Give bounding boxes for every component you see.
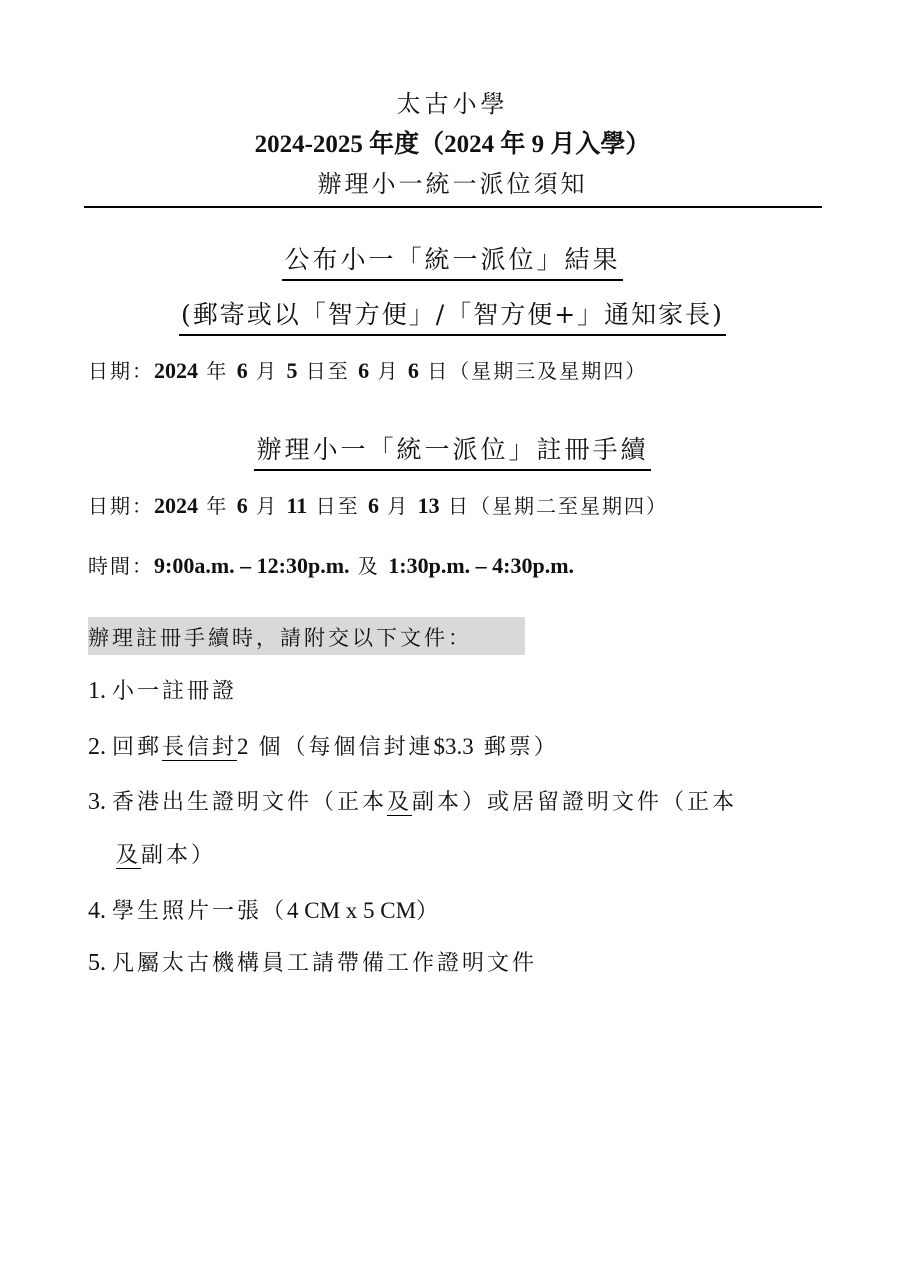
announce-date: 日期：2024 年 6 月 5 日至 6 月 6 日（星期三及星期四） (88, 358, 648, 383)
list-item: 2. 回郵長信封2 個（每個信封連$3.3 郵票） (88, 734, 559, 760)
registration-date: 日期：2024 年 6 月 11 日至 6 月 13 日（星期二至星期四） (88, 493, 669, 518)
list-item: 1. 小一註冊證 (88, 678, 238, 704)
list-item: 3. 香港出生證明文件（正本及副本）或居留證明文件（正本 (88, 789, 738, 815)
school-name: 太古小學 (396, 90, 509, 118)
registration-time: 時間：9:00a.m. – 12:30p.m. 及 1:30p.m. – 4:30p.m. (88, 553, 575, 578)
announce-heading: 公布小一「統一派位」結果 (0, 240, 905, 281)
registration-heading: 辦理小一「統一派位」註冊手續 (0, 430, 905, 471)
announce-method: (郵寄或以「智方便」/「智方便+」通知家長) (0, 295, 905, 336)
school-year: 2024-2025 年度（2024 年 9 月入學） (254, 131, 651, 158)
documents-heading: 辦理註冊手續時，請附交以下文件： (88, 617, 525, 655)
document-subtitle: 辦理小一統一派位須知 (317, 170, 588, 198)
list-item-continuation: 及副本） (116, 843, 217, 868)
list-item: 5. 凡屬太古機構員工請帶備工作證明文件 (88, 950, 538, 976)
list-item: 4. 學生照片一張（4 CM x 5 CM） (88, 898, 442, 924)
header-divider (84, 206, 822, 208)
